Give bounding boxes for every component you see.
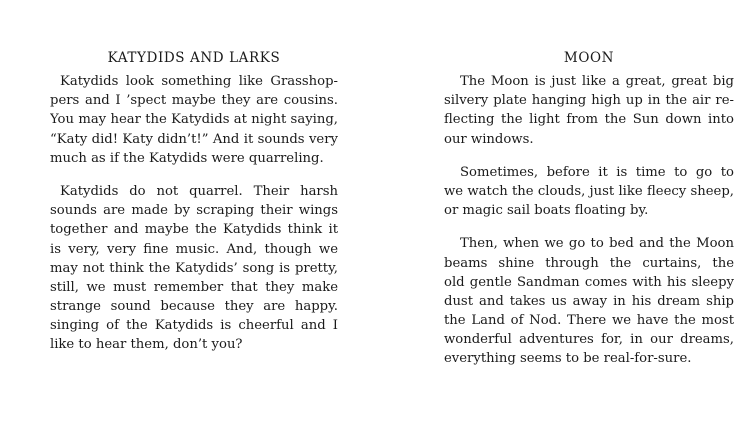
paragraph	[50, 72, 338, 168]
paragraph	[444, 72, 734, 149]
text-line: sounds are made by scraping their wings	[50, 203, 338, 219]
text-line: like to hear them, don’t you?	[50, 337, 243, 353]
text-line: we watch the clouds, just like fleecy sheep,	[444, 183, 734, 199]
text-line: singing of the Katydids is cheerful and I	[50, 318, 338, 334]
text-line: wonderful adventures for, in our dreams,	[444, 332, 734, 348]
text-line: the Land of Nod. There we have the most	[444, 313, 734, 329]
text-line: You may hear the Katydids at night saying,	[50, 112, 338, 128]
text-line: pers and I ’spect maybe they are cousins.	[50, 93, 338, 109]
text-line: strange sound because they are happy.	[50, 299, 338, 315]
page-title: MOON	[563, 50, 615, 66]
text-line: flecting the light from the Sun down into	[444, 112, 734, 128]
text-line: Sometimes, before it is time to go to	[460, 164, 734, 180]
left-page	[50, 48, 338, 355]
text-line: The Moon is just like a great, great big	[460, 74, 734, 89]
paragraph	[444, 234, 734, 368]
page-title: KATYDIDS AND LARKS	[107, 50, 281, 66]
paragraph-gap	[444, 220, 734, 234]
text-line: Katydids do not quarrel. Their harsh	[60, 183, 338, 199]
paragraph	[444, 163, 734, 221]
right-page	[444, 48, 734, 369]
paragraph	[50, 182, 338, 355]
text-line: silvery plate hanging high up in the air re-	[444, 93, 734, 109]
text-line: beams shine through the curtains, the	[444, 255, 734, 271]
text-line: still, we must remember that they make	[50, 279, 338, 295]
text-line: “Katy did! Katy didn’t!” And it sounds very	[50, 131, 338, 147]
text-line: may not think the Katydids’ song is pretty,	[50, 260, 338, 276]
text-line: is very, very fine music. And, though we	[50, 241, 338, 257]
paragraph-gap	[444, 149, 734, 163]
text-line: or magic sail boats floating by.	[444, 203, 649, 219]
text-line: everything seems to be real-for-sure.	[444, 351, 692, 367]
text-line: Then, when we go to bed and the Moon	[460, 236, 734, 252]
text-line: together and maybe the Katydids think it	[50, 222, 338, 238]
text-line: dust and takes us away in his dream ship	[444, 293, 734, 309]
paragraph-gap	[50, 168, 338, 182]
text-line: much as if the Katydids were quarreling.	[50, 150, 324, 166]
text-line: our windows.	[444, 131, 534, 147]
text-line: Katydids look something like Grasshop-	[60, 74, 338, 89]
text-line: old gentle Sandman comes with his sleepy	[444, 274, 734, 290]
